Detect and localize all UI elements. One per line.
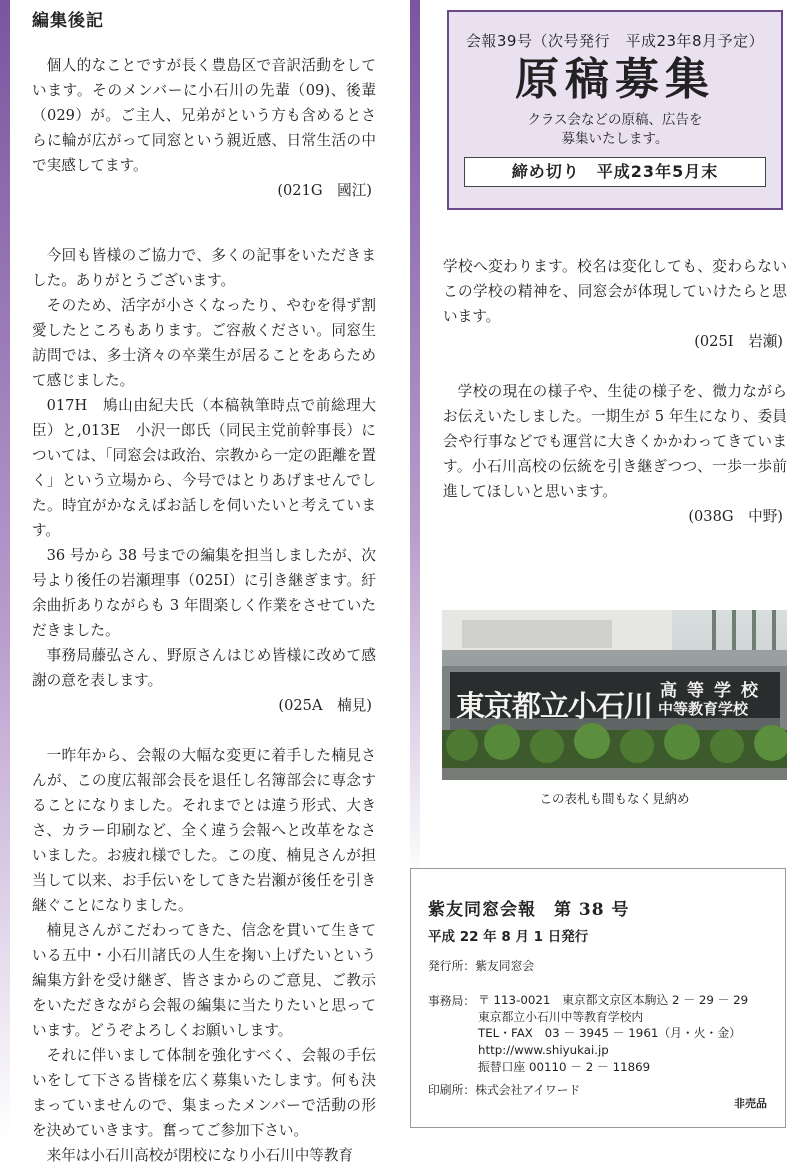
paragraph: 来年は小石川高校が閉校になり小石川中等教育 <box>46 1147 354 1164</box>
publication-date: 平成 22 年 8 月 1 日発行 <box>428 929 589 945</box>
call-description-line1: クラス会などの原稿、広告を <box>527 112 703 128</box>
publisher-label: 発行所： <box>428 959 476 973</box>
publication-info-box <box>410 868 786 1128</box>
paragraph: 学校へ変わります。校名は変化しても、変わらないこの学校の精神を、同窓会が体現していけたらと思います。 <box>443 258 787 325</box>
nameplate-text-lower: 中等教育学校 <box>658 700 749 718</box>
signature: (038G 中野) <box>688 508 783 525</box>
deadline-label: 締め切り 平成23年5月末 <box>464 157 766 187</box>
paragraph: それに伴いまして体制を強化すべく、会報の手伝いをして下さる皆様を広く募集いたします。何も決まっていませんので、集まったメンバーで活動の形を決めていきます。奮ってご参加下さい。 <box>32 1047 376 1139</box>
bulletin-title: 紫友同窓会報 第 38 号 <box>428 900 630 920</box>
signature: (021G 國江) <box>277 182 372 199</box>
signature: (025I 岩瀬) <box>694 333 783 350</box>
right-column <box>443 254 787 529</box>
nameplate-text-upper: 高等学校 <box>660 681 768 701</box>
photo-caption: この表札も間もなく見納め <box>539 791 690 806</box>
paragraph: 個人的なことですが長く豊島区で音訳活動をしています。そのメンバーに小石川の先輩（09)、後輩（029）が。ご主人、兄弟がという方も含めるとさらに輪が広がって同窓という親近感、日常生活の中で実感してます。 <box>32 57 376 174</box>
left-accent-bar <box>0 0 10 1138</box>
nameplate-text-left: 東京都立小石川 <box>456 689 653 723</box>
phone-fax: TEL・FAX 03 － 3945 － 1961（月・火・金） <box>478 1026 741 1041</box>
paragraph: 一昨年から、会報の大幅な変更に着手した楠見さんが、この度広報部会長を退任し名簿部会に専念することになりました。それまでとは違う形式、大きさ、カラー印刷など、全く違う会報へと改革をなさいました。お疲れ様でした。この度、楠見さんが担当して以来、お手伝いをしてきた岩瀬が後任を引き継ぐことになりました。 <box>32 747 376 914</box>
website-url: http://www.shiyukai.jp <box>478 1043 609 1058</box>
paragraph: 楠見さんがこだわってきた、信念を貫いて生きている五中・小石川諸氏の人生を掬い上げたいという編集方針を受け継ぎ、皆さまからのご意見、ご教示をいただきながら会報の編集に当たりたいと思っています。どうぞよろしくお願いします。 <box>32 922 376 1039</box>
publisher-row <box>428 957 534 974</box>
office-address <box>478 992 748 1076</box>
next-issue-notice: 会報39号（次号発行 平成23年8月予定） <box>465 32 765 50</box>
signature: (025A 楠見) <box>278 697 372 714</box>
paragraph: 017H 鳩山由紀夫氏（本稿執筆時点で前総理大臣）と,013E 小沢一郎氏（同民主党前幹事長）については、「同窓会は政治、宗教から一定の距離を置く」という立場から、今号ではとりあげませんでした。時宜がかなえばお話しを伺いたいと考えています。 <box>32 397 376 539</box>
printer-label: 印刷所： <box>428 1083 476 1097</box>
address-line: 〒 113-0021 東京都文京区本駒込 2 － 29 － 29 <box>478 993 749 1007</box>
call-for-manuscripts-box <box>447 10 783 210</box>
printer-name: 株式会社アイワード <box>475 1083 581 1097</box>
center-accent-bar <box>410 0 420 880</box>
address-line: 東京都立小石川中等教育学校内 <box>478 1009 644 1024</box>
not-for-sale-label: 非売品 <box>734 1097 767 1110</box>
left-column <box>32 53 376 1168</box>
paragraph: そのため、活字が小さくなったり、やむを得ず割愛したところもあります。ご容赦ください。同窓生訪問では、多士済々の卒業生が居ることをあらためて感じました。 <box>32 297 376 389</box>
editorial-heading: 編集後記 <box>32 11 104 31</box>
paragraph: 事務局藤弘さん、野原さんはじめ皆様に改めて感謝の意を表します。 <box>32 647 376 689</box>
publisher-name: 紫友同窓会 <box>475 959 535 973</box>
call-title: 原稿募集 <box>515 54 715 105</box>
call-description-line2: 募集いたします。 <box>561 131 669 147</box>
printer-row <box>428 1081 580 1098</box>
paragraph: 36 号から 38 号までの編集を担当しましたが、次号より後任の岩瀬理事（025I）に引き継ぎます。紆余曲折ありながらも 3 年間楽しく作業をさせていただきました。 <box>32 547 376 639</box>
paragraph: 今回も皆様のご協力で、多くの記事をいただきました。ありがとうございます。 <box>32 247 376 289</box>
office-label: 事務局： <box>428 994 476 1008</box>
postal-transfer-account: 振替口座 00110 － 2 － 11869 <box>478 1059 651 1074</box>
paragraph: 学校の現在の様子や、生徒の様子を、微力ながらお伝えいたしました。一期生が 5 年生になり、委員会や行事などでも運営に大きくかかわってきています。小石川高校の伝統を引き継ぎつつ、一歩一歩前進してほしいと思います。 <box>443 383 787 500</box>
school-nameplate-photo <box>442 610 787 780</box>
